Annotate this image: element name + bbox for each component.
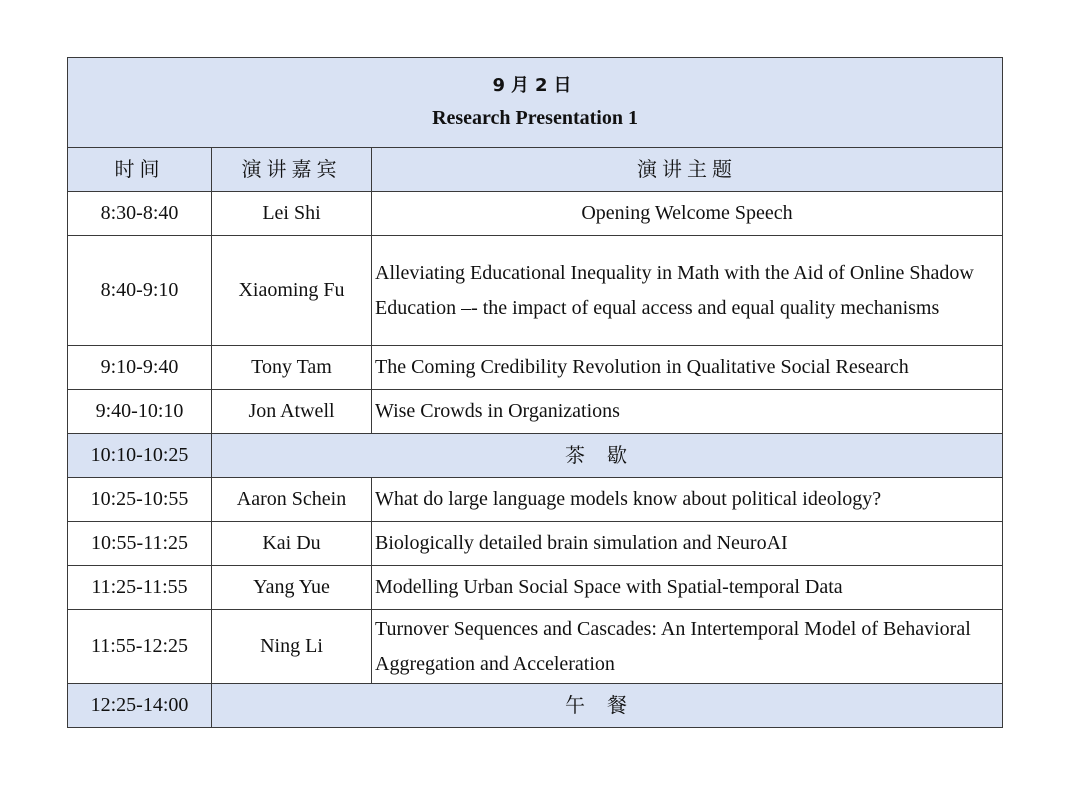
table-row — [68, 610, 1003, 684]
table-row — [68, 566, 1003, 610]
session-header — [68, 58, 1003, 148]
column-header-time: 时间 — [68, 148, 212, 192]
speaker-cell: Jon Atwell — [212, 390, 372, 434]
table-row — [68, 192, 1003, 236]
table-row — [68, 346, 1003, 390]
table-row — [68, 390, 1003, 434]
speaker-cell: Xiaoming Fu — [212, 236, 372, 346]
break-row — [68, 684, 1003, 728]
speaker-cell: Lei Shi — [212, 192, 372, 236]
topic-cell: Biologically detailed brain simulation and NeuroAI — [372, 522, 1003, 566]
topic-cell: What do large language models know about political ideology? — [372, 478, 1003, 522]
time-cell: 11:55-12:25 — [68, 610, 212, 684]
time-cell: 9:40-10:10 — [68, 390, 212, 434]
speaker-cell: Ning Li — [212, 610, 372, 684]
table-row — [68, 522, 1003, 566]
speaker-cell: Aaron Schein — [212, 478, 372, 522]
session-title: Research Presentation 1 — [432, 106, 638, 129]
time-cell: 8:40-9:10 — [68, 236, 212, 346]
column-header-topic: 演讲主题 — [372, 148, 1003, 192]
topic-cell: Wise Crowds in Organizations — [372, 390, 1003, 434]
speaker-cell: Kai Du — [212, 522, 372, 566]
session-date: 9月2日 — [492, 74, 578, 96]
table-row — [68, 236, 1003, 346]
time-cell: 9:10-9:40 — [68, 346, 212, 390]
time-cell: 10:25-10:55 — [68, 478, 212, 522]
topic-cell: Modelling Urban Social Space with Spatial-temporal Data — [372, 566, 1003, 610]
schedule-table — [67, 57, 1003, 728]
break-label: 午餐 — [212, 684, 1003, 728]
column-header-speaker: 演讲嘉宾 — [212, 148, 372, 192]
column-header-row — [68, 148, 1003, 192]
topic-cell: Opening Welcome Speech — [372, 192, 1003, 236]
session-header-row — [68, 58, 1003, 148]
break-label: 茶歇 — [212, 434, 1003, 478]
time-cell: 11:25-11:55 — [68, 566, 212, 610]
topic-cell: The Coming Credibility Revolution in Qualitative Social Research — [372, 346, 1003, 390]
topic-cell: Turnover Sequences and Cascades: An Intertemporal Model of Behavioral Aggregation and Acceleration — [372, 610, 1003, 684]
topic-cell: Alleviating Educational Inequality in Math with the Aid of Online Shadow Education –- the impact of equal access and equal quality mechanisms — [372, 236, 1003, 346]
speaker-cell: Yang Yue — [212, 566, 372, 610]
speaker-cell: Tony Tam — [212, 346, 372, 390]
break-row — [68, 434, 1003, 478]
time-cell: 10:55-11:25 — [68, 522, 212, 566]
table-row — [68, 478, 1003, 522]
time-cell: 12:25-14:00 — [68, 684, 212, 728]
time-cell: 10:10-10:25 — [68, 434, 212, 478]
time-cell: 8:30-8:40 — [68, 192, 212, 236]
